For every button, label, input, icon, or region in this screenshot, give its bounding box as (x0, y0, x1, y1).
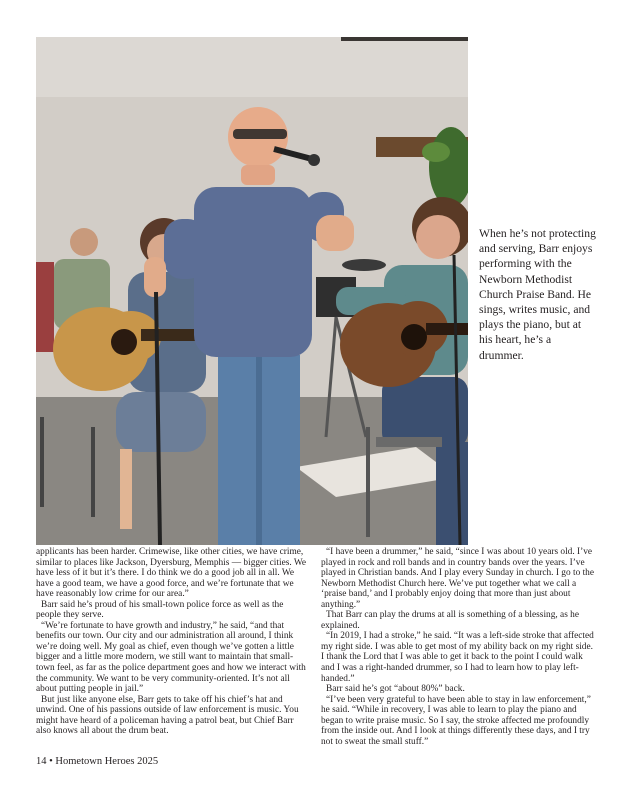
paragraph: But just like anyone else, Barr gets to take off his chief’s hat and unwind. One of his passions outside of law enforcement is music. You might have heard of a policeman having a patrol beat, but Chief Barr also knows all about the drum beat. (36, 694, 299, 737)
paragraph: “I’ve been very grateful to have been able to stay in law enforcement,” he said. “While in recovery, I was able to learn to play the piano and began to write praise music. So I say, the stroke affected me profoundly from the inside out. And I look at things differently these days, and I try not to sweat the small stuff.” (321, 694, 591, 747)
paragraph: Barr said he’s got “about 80%” back. (326, 684, 465, 695)
paragraph: “We’re fortunate to have growth and industry,” he said, “and that benefits our town. Our city and our administration all around, I think we’re doing well. My goal as chief, even though we’ve gotten a little bigger and a little more modern, we still want to maintain that small-town feel, as far as the police department goes and how we interact with the community. We want to be very community-oriented. It’s not all about putting people in jail.” (36, 620, 306, 695)
paragraph: That Barr can play the drums at all is something of a blessing, as he explained. (321, 610, 579, 631)
article-column-left (36, 547, 308, 737)
paragraph: “In 2019, I had a stroke,” he said. “It was a left-side stroke that affected my right side. I was able to get most of my ability back on my right side. I thank the Lord that I was able to get it back to the point I could walk and I was a right-handed drummer, so I had to learn how to play left-handed.” (321, 631, 594, 684)
page-footer: 14 • Hometown Heroes 2025 (36, 756, 159, 767)
photo-caption: When he’s not protecting and serving, Barr enjoys performing with the Newborn Methodist Church Praise Band. He sings, writes music, and plays the piano, but at his heart, he’s a drummer. (479, 227, 596, 362)
paragraph: “I have been a drummer,” he said, “since I was about 10 years old. I’ve played in rock and roll bands and in country bands over the years. I’ve played in Christian bands. And I play every Sunday in church. I go to the Newborn Methodist Church here. We’ve put together what we call a ‘praise band,’ and I probably enjoy doing that more than just about anything.” (321, 547, 594, 610)
band-photo (36, 37, 468, 545)
paragraph: applicants has been harder. Crimewise, like other cities, we have crime, similar to places like Jackson, Dyersburg, Memphis — bigger cities. We have less of it but it’s there. I do think we do a good job all in all. We have a good team, we have a good force, and we’re fortunate that we have reasonably low crime for our area.” (36, 547, 307, 600)
article-column-right (321, 547, 596, 747)
paragraph: Barr said he’s proud of his small-town police force as well as the people they serve. (36, 599, 284, 621)
